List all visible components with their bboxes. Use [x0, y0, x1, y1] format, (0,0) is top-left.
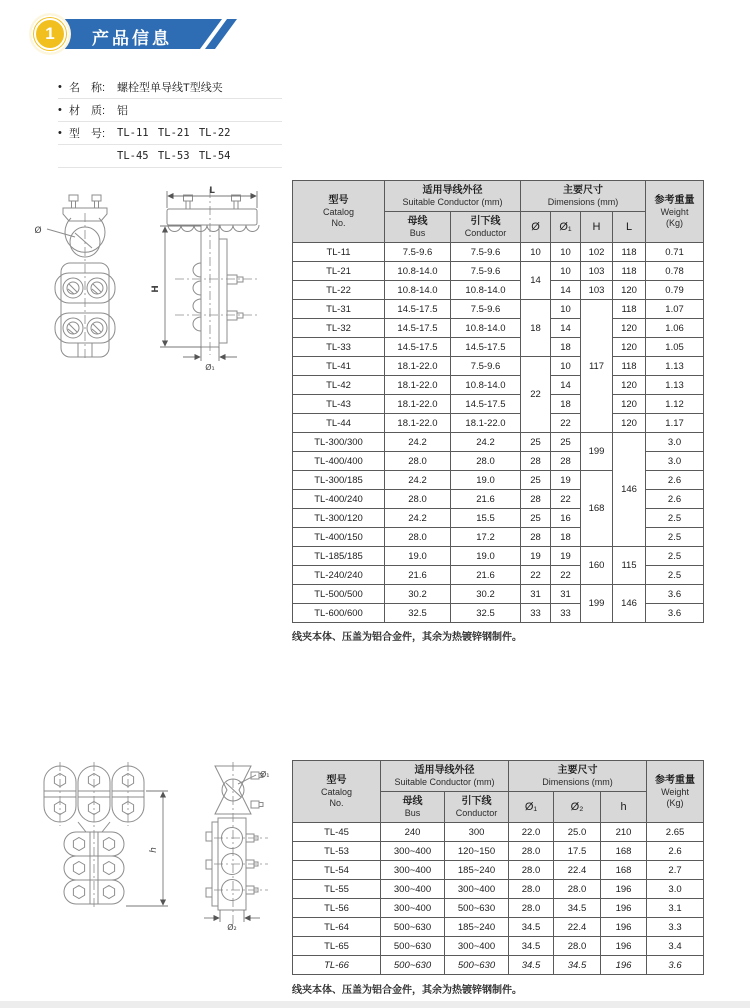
table-cell: 300~400	[381, 842, 445, 861]
table-cell: 118	[613, 300, 646, 319]
table-cell: 185~240	[445, 861, 509, 880]
table-cell: 18.1-22.0	[451, 414, 521, 433]
table-cell: 28	[521, 528, 551, 547]
table-cell: 120	[613, 281, 646, 300]
table-cell: 7.5-9.6	[451, 262, 521, 281]
table-cell: 21.6	[451, 566, 521, 585]
table-cell: 7.5-9.6	[385, 243, 451, 262]
table-row	[293, 547, 704, 566]
table-cell: 103	[581, 281, 613, 300]
table-row	[293, 414, 704, 433]
table-row	[293, 319, 704, 338]
table-cell: 500~630	[445, 899, 509, 918]
table-cell: 17.5	[554, 842, 601, 861]
table-cell: 18	[521, 300, 551, 357]
col-group-dimensions: 主要尺寸 Dimensions (mm)	[509, 761, 647, 792]
table-cell: 28	[521, 490, 551, 509]
bullet-icon: •	[58, 127, 62, 139]
table-cell: 31	[521, 585, 551, 604]
table-cell: 28	[551, 452, 581, 471]
product-material-row	[58, 99, 282, 122]
table-cell: TL-31	[293, 300, 385, 319]
dim-label-L: L	[209, 186, 215, 196]
table-row	[293, 861, 704, 880]
page-title: 产品信息	[92, 29, 172, 48]
field-label: 型 号:	[69, 128, 106, 140]
table-cell: 10.8-14.0	[451, 281, 521, 300]
table-cell: 34.5	[509, 918, 554, 937]
table-cell: 7.5-9.6	[451, 300, 521, 319]
table-cell: 24.2	[385, 471, 451, 490]
table-cell: 1.13	[646, 357, 704, 376]
field-label: 名 称:	[69, 82, 106, 94]
table-cell: 185~240	[445, 918, 509, 937]
table-cell: 199	[581, 585, 613, 623]
table-cell: TL-53	[293, 842, 381, 861]
table-cell: 22	[551, 566, 581, 585]
table-cell: 240	[381, 823, 445, 842]
table-cell: TL-22	[293, 281, 385, 300]
table-cell: 34.5	[554, 899, 601, 918]
table-cell: 120	[613, 395, 646, 414]
table-row	[293, 585, 704, 604]
table-cell: 31	[551, 585, 581, 604]
table-cell: 18	[551, 395, 581, 414]
front-view-drawing	[44, 762, 144, 910]
table-row	[293, 262, 704, 281]
dim-label-dia2: Ø₂	[227, 923, 237, 932]
table-cell: 210	[601, 823, 647, 842]
section-number: 1	[34, 18, 66, 50]
product-name-row	[58, 76, 282, 99]
col-header-weight: 参考重量 Weight (Kg)	[647, 761, 704, 823]
section-number-badge	[31, 15, 69, 53]
table-cell: 14.5-17.5	[451, 395, 521, 414]
table-cell: 24.2	[451, 433, 521, 452]
table-cell: TL-64	[293, 918, 381, 937]
table-row	[293, 842, 704, 861]
technical-drawing-clamp-1	[25, 183, 290, 373]
table-cell: 10	[551, 243, 581, 262]
table-cell: 168	[581, 471, 613, 547]
table-cell: 14.5-17.5	[385, 338, 451, 357]
table-cell: 10.8-14.0	[385, 262, 451, 281]
table-cell: 1.13	[646, 376, 704, 395]
table-cell: 28.0	[385, 528, 451, 547]
table-cell: TL-32	[293, 319, 385, 338]
table-cell: 2.5	[646, 528, 704, 547]
table-cell: 22	[551, 414, 581, 433]
table-cell: 28.0	[509, 861, 554, 880]
table-cell: 500~630	[381, 956, 445, 975]
table-cell: 22.4	[554, 861, 601, 880]
table-row	[293, 243, 704, 262]
table-cell: 22.0	[509, 823, 554, 842]
technical-drawing-clamp-2	[28, 760, 283, 932]
table-cell: 120	[613, 376, 646, 395]
table-cell: 196	[601, 937, 647, 956]
table-cell: 18	[551, 528, 581, 547]
dimension-lines	[160, 191, 257, 361]
table-row	[293, 281, 704, 300]
table-cell: 120	[613, 338, 646, 357]
table-cell: 2.65	[647, 823, 704, 842]
table-cell: 117	[581, 300, 613, 433]
table-cell: TL-43	[293, 395, 385, 414]
table-cell: 18.1-22.0	[385, 395, 451, 414]
table-cell: 19.0	[451, 547, 521, 566]
table-cell: 28.0	[509, 880, 554, 899]
table-cell: 300~400	[381, 861, 445, 880]
table-cell: 34.5	[509, 937, 554, 956]
table-cell: TL-400/240	[293, 490, 385, 509]
table-cell: TL-400/150	[293, 528, 385, 547]
table-cell: 24.2	[385, 509, 451, 528]
table-cell: 18	[551, 338, 581, 357]
table-row	[293, 899, 704, 918]
side-view-drawing	[206, 762, 268, 925]
table-row	[293, 357, 704, 376]
table-cell: 300~400	[381, 899, 445, 918]
field-value: TL-45 TL-53 TL-54	[117, 150, 231, 162]
table-cell: 2.6	[647, 842, 704, 861]
table-cell: 33	[551, 604, 581, 623]
table-cell: 2.6	[646, 490, 704, 509]
table-cell: 14	[521, 262, 551, 300]
table-cell: 28.0	[554, 937, 601, 956]
table-cell: 7.5-9.6	[451, 357, 521, 376]
table-cell: 14.5-17.5	[385, 319, 451, 338]
table-cell: 3.6	[646, 585, 704, 604]
table-cell: 2.7	[647, 861, 704, 880]
table-cell: 500~630	[445, 956, 509, 975]
table-cell: 32.5	[451, 604, 521, 623]
dim-label-h: h	[149, 847, 159, 853]
dim-label-dia1: Ø₁	[205, 363, 215, 372]
table-cell: 2.5	[646, 566, 704, 585]
table-cell: TL-56	[293, 899, 381, 918]
col-header-bus: 母线 Bus	[381, 792, 445, 823]
table-cell: TL-41	[293, 357, 385, 376]
table-cell: 300~400	[445, 880, 509, 899]
table-cell: TL-600/600	[293, 604, 385, 623]
table-cell: TL-42	[293, 376, 385, 395]
table-cell: TL-55	[293, 880, 381, 899]
col-header-dia: Ø	[521, 212, 551, 243]
table-cell: 168	[601, 861, 647, 880]
col-header-bus: 母线 Bus	[385, 212, 451, 243]
table-cell: 118	[613, 262, 646, 281]
table-row	[293, 338, 704, 357]
table-cell: TL-400/400	[293, 452, 385, 471]
front-view-drawing	[47, 195, 115, 359]
table-cell: 25	[551, 433, 581, 452]
table-cell: 28.0	[509, 899, 554, 918]
spec-table-1	[292, 180, 704, 623]
table-cell: 2.5	[646, 509, 704, 528]
side-view-drawing	[167, 189, 260, 355]
col-header-weight: 参考重量 Weight (Kg)	[646, 181, 704, 243]
table-cell: 196	[601, 956, 647, 975]
col-header-dia2: Ø₂	[554, 792, 601, 823]
table-cell: 14	[551, 376, 581, 395]
table-cell: 10.8-14.0	[451, 376, 521, 395]
col-header-dia1: Ø₁	[551, 212, 581, 243]
table-row	[293, 376, 704, 395]
table-cell: 120	[613, 319, 646, 338]
table-cell: 3.6	[646, 604, 704, 623]
table-cell: TL-33	[293, 338, 385, 357]
table-cell: 22	[521, 566, 551, 585]
col-header-H: H	[581, 212, 613, 243]
table-cell: 14	[551, 281, 581, 300]
field-value: 铝	[117, 105, 128, 117]
table-cell: 118	[613, 243, 646, 262]
table-cell: 18.1-22.0	[385, 376, 451, 395]
table-cell: 3.6	[647, 956, 704, 975]
spec-table-2	[292, 760, 704, 975]
table-cell: 500~630	[381, 937, 445, 956]
table-cell: 0.78	[646, 262, 704, 281]
table-row	[293, 956, 704, 975]
table-cell: 196	[601, 880, 647, 899]
table-cell: 10	[551, 300, 581, 319]
table-cell: 3.0	[646, 433, 704, 452]
table-cell: 28	[521, 452, 551, 471]
dim-label-H: H	[151, 285, 161, 293]
table-cell: 118	[613, 357, 646, 376]
col-group-conductor: 适用导线外径 Suitable Conductor (mm)	[385, 181, 521, 212]
table-cell: 2.6	[646, 471, 704, 490]
table-cell: 18.1-22.0	[385, 414, 451, 433]
table-cell: 196	[601, 899, 647, 918]
table-cell: 17.2	[451, 528, 521, 547]
table-cell: 10.8-14.0	[385, 281, 451, 300]
table-cell: 10	[551, 262, 581, 281]
table-cell: 15.5	[451, 509, 521, 528]
table-cell: TL-45	[293, 823, 381, 842]
table-cell: TL-54	[293, 861, 381, 880]
table-cell: TL-185/185	[293, 547, 385, 566]
table-cell: 19	[551, 547, 581, 566]
table-row	[293, 937, 704, 956]
table-cell: TL-500/500	[293, 585, 385, 604]
table-cell: 300~400	[381, 880, 445, 899]
table-row	[293, 823, 704, 842]
table-cell: 160	[581, 547, 613, 585]
table-cell: 30.2	[385, 585, 451, 604]
table-cell: 120	[613, 414, 646, 433]
col-header-drop-conductor: 引下线 Conductor	[445, 792, 509, 823]
table-cell: 25	[521, 433, 551, 452]
table-cell: TL-44	[293, 414, 385, 433]
table-cell: 19	[521, 547, 551, 566]
col-header-drop-conductor: 引下线 Conductor	[451, 212, 521, 243]
table-cell: TL-66	[293, 956, 381, 975]
table-cell: TL-65	[293, 937, 381, 956]
table-cell: 28.0	[451, 452, 521, 471]
table-cell: 10	[521, 243, 551, 262]
table-row	[293, 300, 704, 319]
col-header-catalog: 型号 Catalog No.	[293, 761, 381, 823]
table-cell: 19	[551, 471, 581, 490]
table-cell: 34.5	[554, 956, 601, 975]
product-info	[58, 76, 282, 168]
table-cell: TL-11	[293, 243, 385, 262]
table-cell: 28.0	[509, 842, 554, 861]
table-cell: 3.4	[647, 937, 704, 956]
table-cell: TL-21	[293, 262, 385, 281]
table-cell: 199	[581, 433, 613, 471]
table-cell: 16	[551, 509, 581, 528]
table-cell: 24.2	[385, 433, 451, 452]
table-cell: 1.05	[646, 338, 704, 357]
table-cell: 34.5	[509, 956, 554, 975]
page-bottom-strip	[0, 1001, 750, 1008]
table-cell: 120~150	[445, 842, 509, 861]
table-cell: 33	[521, 604, 551, 623]
table-cell: 300	[445, 823, 509, 842]
table-cell: 28.0	[554, 880, 601, 899]
table-cell: 10	[551, 357, 581, 376]
table-cell: 3.0	[646, 452, 704, 471]
table-cell: 168	[601, 842, 647, 861]
field-value: 螺栓型单导线T型线夹	[117, 82, 223, 94]
table-cell: 1.06	[646, 319, 704, 338]
table-row	[293, 880, 704, 899]
table-cell: 21.6	[385, 566, 451, 585]
table-cell: 28.0	[385, 452, 451, 471]
table-cell: 146	[613, 585, 646, 623]
table-cell: 0.71	[646, 243, 704, 262]
table-cell: 28.0	[385, 490, 451, 509]
table-cell: TL-240/240	[293, 566, 385, 585]
product-model-row	[58, 122, 282, 145]
table-cell: 25	[521, 509, 551, 528]
table-cell: 7.5-9.6	[451, 243, 521, 262]
table-cell: 14.5-17.5	[385, 300, 451, 319]
table-cell: 22	[521, 357, 551, 433]
dim-label-dia: Ø	[34, 226, 42, 236]
col-header-dia1: Ø₁	[509, 792, 554, 823]
table-cell: 3.0	[647, 880, 704, 899]
table-cell: 3.1	[647, 899, 704, 918]
table-row	[293, 433, 704, 452]
table-cell: 2.5	[646, 547, 704, 566]
section-header	[0, 0, 750, 70]
col-header-L: L	[613, 212, 646, 243]
product-model-row-2	[58, 145, 282, 168]
table-cell: 25	[521, 471, 551, 490]
table-cell: 103	[581, 262, 613, 281]
col-group-dimensions: 主要尺寸 Dimensions (mm)	[521, 181, 646, 212]
table-cell: 146	[613, 433, 646, 547]
table-cell: 19.0	[385, 547, 451, 566]
table-cell: 14	[551, 319, 581, 338]
table-cell: 14.5-17.5	[451, 338, 521, 357]
table-cell: TL-300/120	[293, 509, 385, 528]
table-cell: 18.1-22.0	[385, 357, 451, 376]
field-label: 材 质:	[69, 105, 106, 117]
table-cell: 115	[613, 547, 646, 585]
table-2-note: 线夹本体、压盖为铝合金件，其余为热镀锌钢制件。	[292, 985, 522, 996]
table-cell: 21.6	[451, 490, 521, 509]
dim-label-dia1: Ø₁	[260, 770, 270, 779]
col-group-conductor: 适用导线外径 Suitable Conductor (mm)	[381, 761, 509, 792]
table-cell: 1.17	[646, 414, 704, 433]
table-cell: 1.12	[646, 395, 704, 414]
col-header-h: h	[601, 792, 647, 823]
table-cell: 500~630	[381, 918, 445, 937]
table-cell: 32.5	[385, 604, 451, 623]
table-1-note: 线夹本体、压盖为铝合金件，其余为热镀锌钢制件。	[292, 632, 522, 643]
table-cell: 102	[581, 243, 613, 262]
table-row	[293, 395, 704, 414]
table-cell: 22	[551, 490, 581, 509]
table-cell: 19.0	[451, 471, 521, 490]
field-value: TL-11 TL-21 TL-22	[117, 127, 231, 139]
table-cell: TL-300/185	[293, 471, 385, 490]
table-cell: TL-300/300	[293, 433, 385, 452]
col-header-catalog: 型号 Catalog No.	[293, 181, 385, 243]
table-cell: 300~400	[445, 937, 509, 956]
table-cell: 1.07	[646, 300, 704, 319]
table-cell: 0.79	[646, 281, 704, 300]
table-cell: 3.3	[647, 918, 704, 937]
table-cell: 10.8-14.0	[451, 319, 521, 338]
table-cell: 196	[601, 918, 647, 937]
table-row	[293, 918, 704, 937]
bullet-icon: •	[58, 81, 62, 93]
table-cell: 30.2	[451, 585, 521, 604]
table-cell: 22.4	[554, 918, 601, 937]
table-cell: 25.0	[554, 823, 601, 842]
bullet-icon: •	[58, 104, 62, 116]
